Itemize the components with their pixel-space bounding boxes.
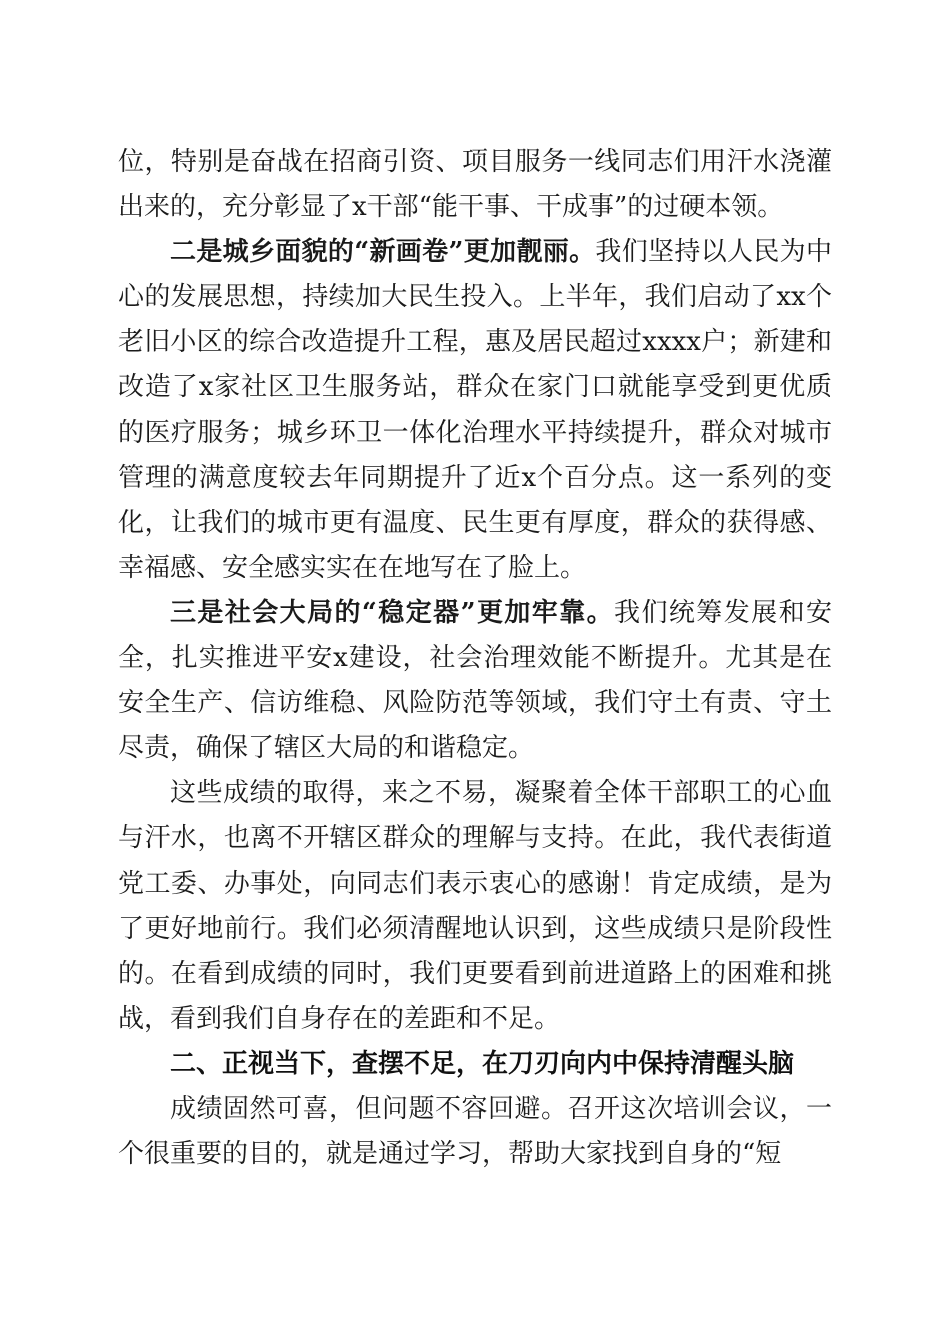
paragraph-social-stability [118,591,832,771]
section-heading: 二、正视当下，查摆不足，在刀刃向内中保持清醒头脑 [170,1048,795,1079]
paragraph-text: 位，特别是奋战在招商引资、项目服务一线同志们用汗水浇灌出来的，充分彰显了x干部“能干事、干成事”的过硬本领。 [118,147,832,223]
paragraph-continuation [118,140,832,230]
paragraph-urban-rural [118,230,832,591]
paragraph-text: 这些成绩的取得，来之不易，凝聚着全体干部职工的心血与汗水，也离不开辖区群众的理解与支持。在此，我代表街道党工委、办事处，向同志们表示衷心的感谢！肯定成绩，是为了更好地前行。我们必须清醒地认识到，这些成绩只是阶段性的。在看到成绩的同时，我们更要看到前进道路上的困难和挑战，看到我们自身存在的差距和不足。 [118,778,832,1034]
paragraph-lead: 二是城乡面貌的“新画卷”更加靓丽。 [170,237,596,268]
paragraph-text: 成绩固然可喜，但问题不容回避。召开这次培训会议，一个很重要的目的，就是通过学习，帮助大家找到自身的“短 [118,1093,832,1170]
paragraph-achievements [118,771,832,1042]
document-body [118,140,832,1177]
paragraph-text: 我们坚持以人民为中心的发展思想，持续加大民生投入。上半年，我们启动了xx个老旧小区的综合改造提升工程，惠及居民超过xxxx户；新建和改造了x家社区卫生服务站，群众在家门口就能享受到更优质的医疗服务；城乡环卫一体化治理水平持续提升，群众对城市管理的满意度较去年同期提升了近x个百分点。这一系列的变化，让我们的城市更有温度、民生更有厚度，群众的获得感、幸福感、安全感实实在在地写在了脸上。 [118,237,832,583]
paragraph-text: 我们统筹发展和安全，扎实推进平安x建设，社会治理效能不断提升。尤其是在安全生产、信访维稳、风险防范等领域，我们守土有责、守土尽责，确保了辖区大局的和谐稳定。 [118,597,832,764]
paragraph-lead: 三是社会大局的“稳定器”更加牢靠。 [170,597,615,628]
paragraph-problems [118,1087,832,1177]
